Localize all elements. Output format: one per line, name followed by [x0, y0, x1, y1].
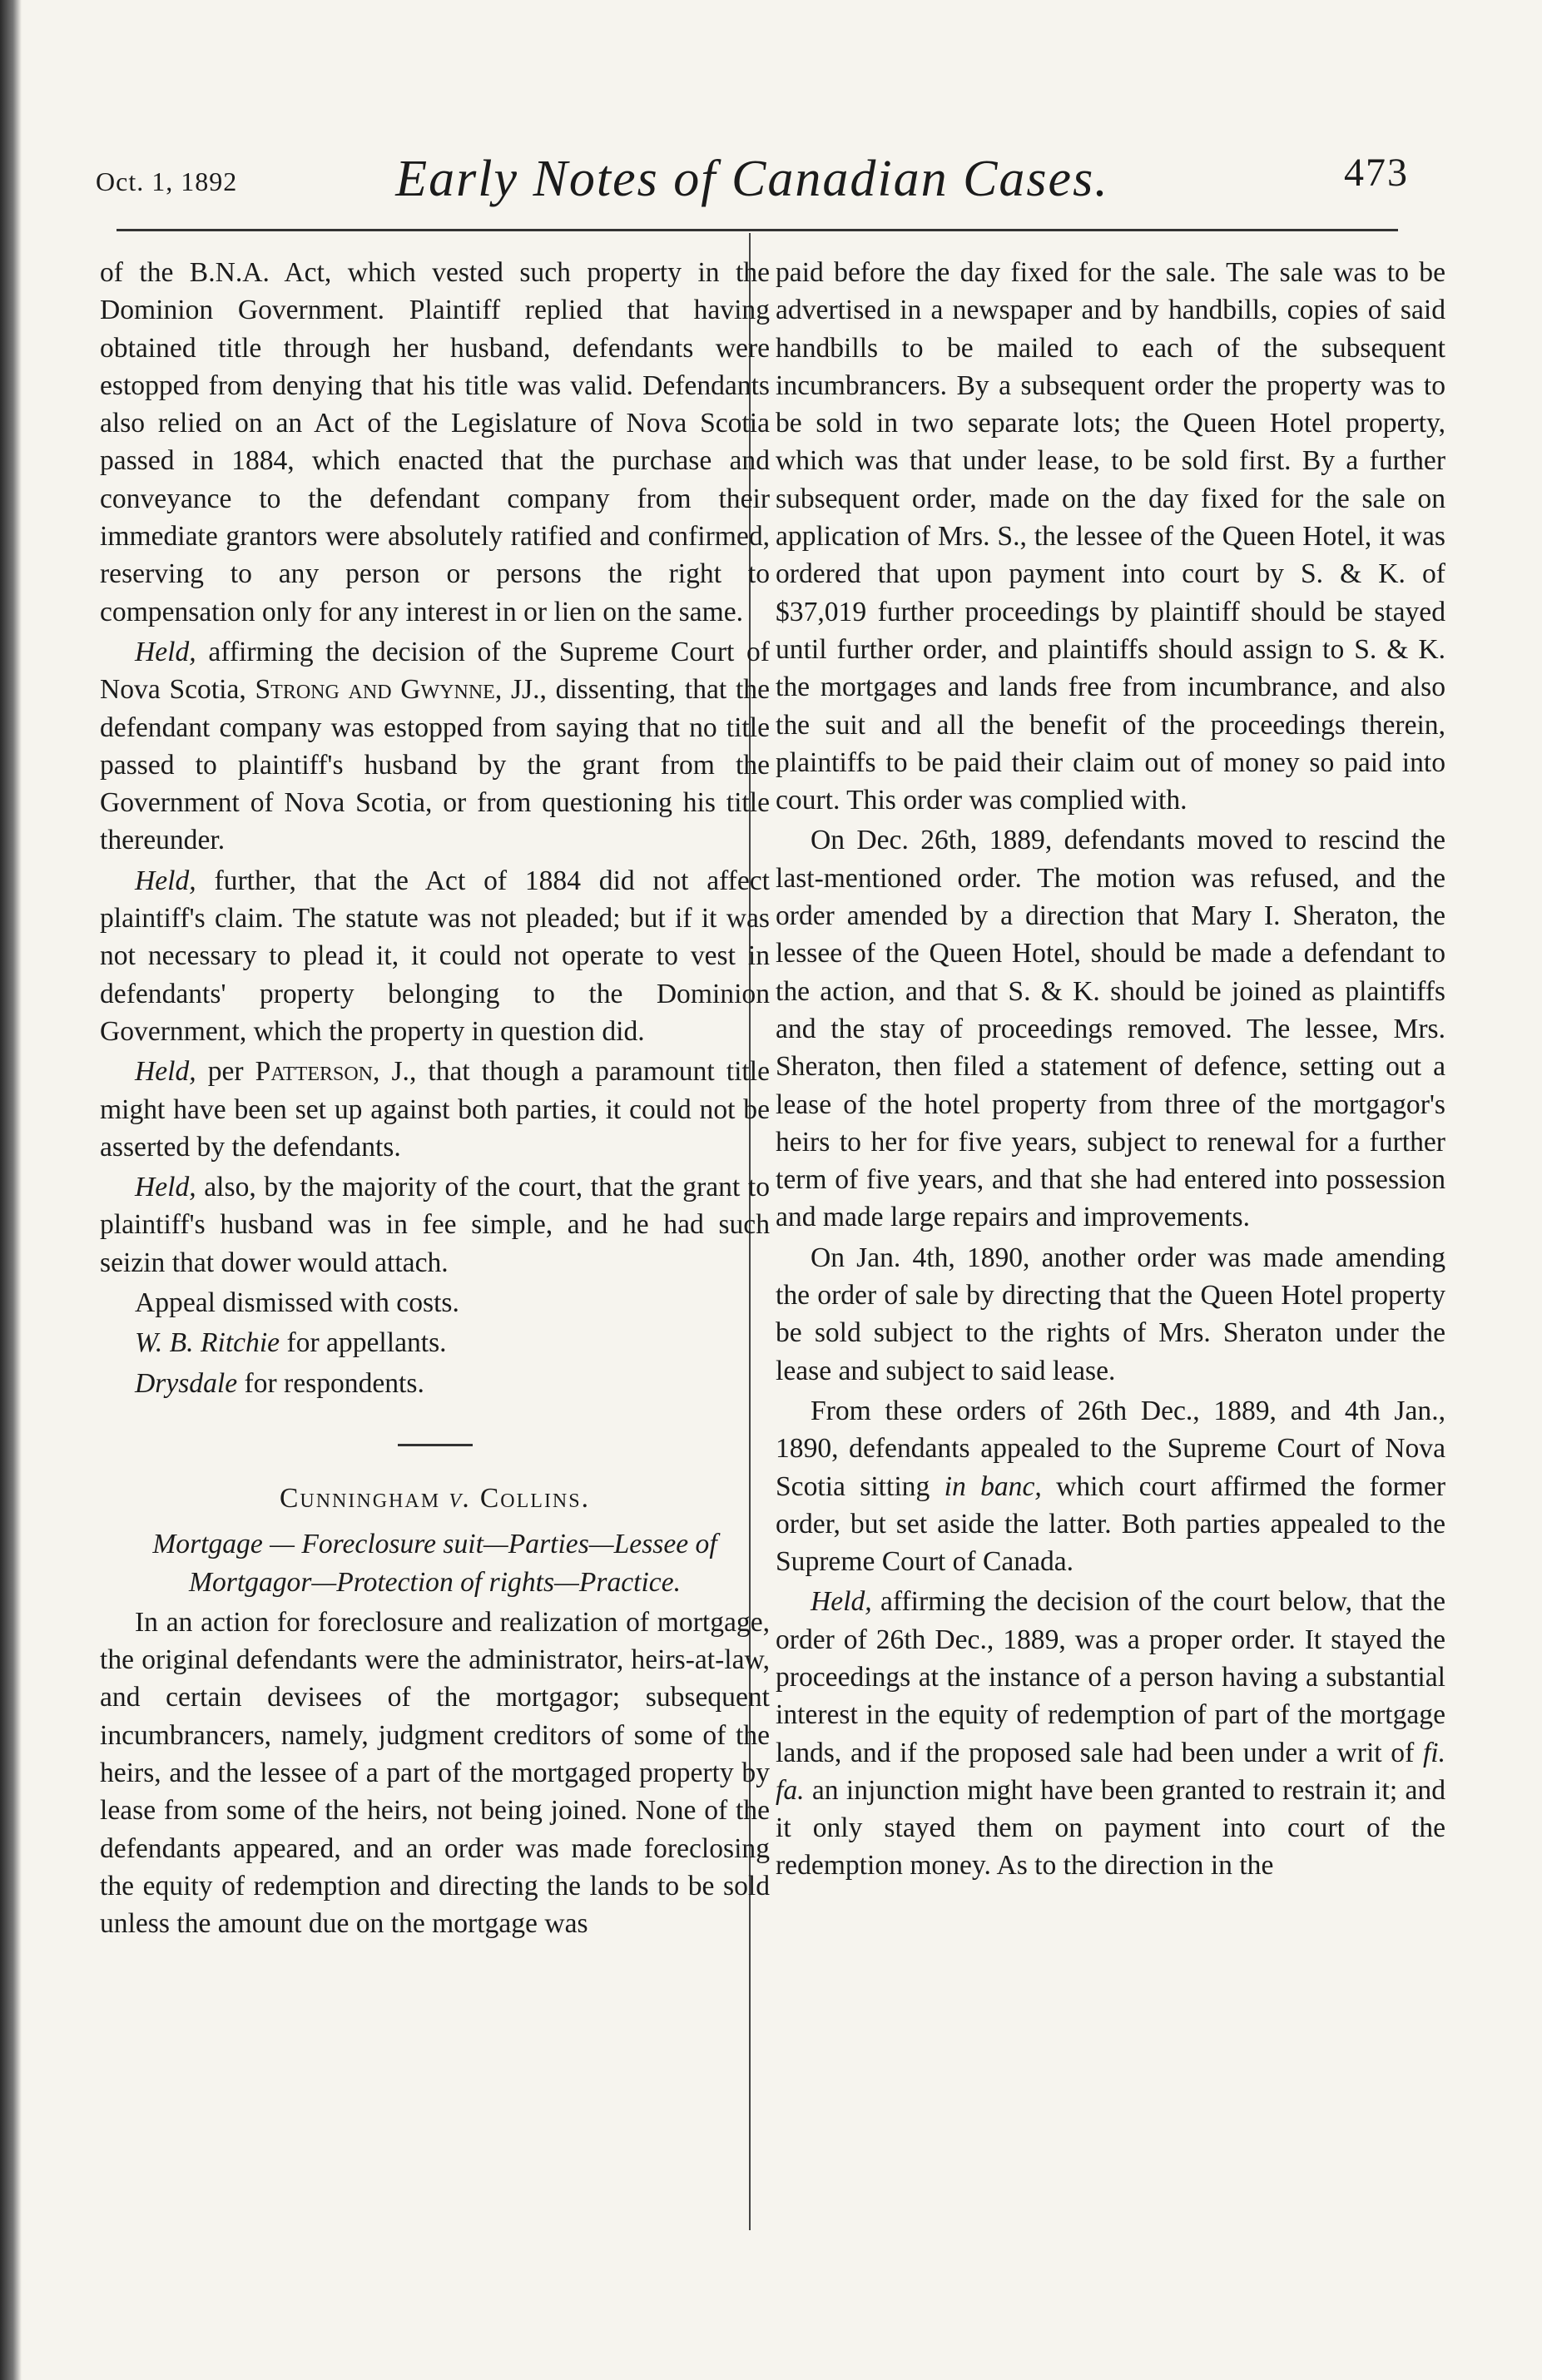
- disposition: Appeal dismissed with costs.: [135, 1287, 459, 1319]
- paragraph: On Dec. 26th, 1889, defendants moved to rescind the last-mentioned order. The motion was refused, and the order amended by a direction that Mary I. Sheraton, the lessee of the Queen Hotel, should be made a defendant to the action, and that S. & K. should be joined as plaintiffs and the stay of proceedings removed. The lessee, Mrs. Sheraton, then filed a statement of defence, setting out a lease of the hotel property from three of the mortgagor's heirs to her for five years, subject to renewal for a further term of five years, and that she had entered into possession and made large repairs and improvements.: [776, 825, 1445, 1233]
- case-separator: [398, 1444, 473, 1446]
- paragraph: From these orders of 26th Dec., 1889, and 4th Jan., 1890, defendants appealed to the Supreme Court of Nova Scotia sitting in banc, which court affirmed the former order, but set aside the latter. Both parties appealed to the Supreme Court of Canada.: [776, 1395, 1446, 1578]
- header-rule: [117, 229, 1398, 231]
- paragraph: In an action for foreclosure and realization of mortgage, the original defendants were the administrator, heirs-at-law, and certain devisees of the mortgagor; subsequent incumbrancers, namely, judgment creditors of some of the heirs, and the lessee of a part of the mortgaged property by lease from some of the heirs, not being joined. None of the defendants appeared, and an order was made foreclosing the equity of redemption and directing the lands to be sold unless the amount due on the mortgage was: [100, 1606, 770, 1940]
- held-label: Held,: [135, 1172, 196, 1203]
- paragraph: of the B.N.A. Act, which vested such property in the Dominion Government. Plaintiff replied that having obtained title through her husband, defendants were estopped from denying that his title was valid. Defendants also relied on an Act of the Legislature of Nova Scotia passed in 1884, which enacted that the purchase and conveyance to the defendant company from their immediate grantors were absolutely ratified and confirmed, reserving to any person or persons the right to compensation only for any interest in or lien on the same.: [100, 257, 770, 627]
- paragraph: Held, also, by the majority of the court, that the grant to plaintiff's husband was in fee simple, and he had such seizin that dower would attach.: [100, 1172, 770, 1278]
- running-header: [96, 141, 1409, 216]
- paragraph: paid before the day fixed for the sale. The sale was to be advertised in a newspaper and by handbills, copies of said handbills to be mailed to each of the subsequent incumbrancers. By a subsequent order the property was to be sold in two separate lots; the Queen Hotel property, which was that under lease, to be sold first. By a further subsequent order, made on the day fixed for the sale on application of Mrs. S., the lessee of the Queen Hotel, it was ordered that upon payment into court by S. & K. of $37,019 further proceedings by plaintiff should be stayed until further order, and plaintiffs should assign to S. & K. the mortgages and lands free from incumbrance, and also the suit and all the benefit of the proceedings therein, plaintiffs to be paid their claim out of money so paid into court. This order was complied with.: [776, 257, 1445, 816]
- judges-names: Strong and Gwynne,: [255, 674, 503, 706]
- case-title: Cunningham v. Collins.: [279, 1482, 591, 1514]
- counsel-appellants: W. B. Ritchie for appellants.: [135, 1327, 447, 1359]
- left-column: [100, 254, 770, 1942]
- case-headnote: Mortgage — Foreclosure suit—Parties—Lessee of Mortgagor—Protection of rights—Practice.: [152, 1529, 717, 1598]
- paragraph: Held, per Patterson, J., that though a paramount title might have been set up against both parties, it could not be asserted by the defendants.: [100, 1056, 770, 1163]
- held-label: Held,: [811, 1586, 872, 1618]
- paragraph: On Jan. 4th, 1890, another order was made amending the order of sale by directing that the Queen Hotel property be sold subject to the rights of Mrs. Sheraton under the lease and subject to said lease.: [776, 1242, 1445, 1386]
- counsel-respondents: Drysdale for respondents.: [135, 1367, 424, 1399]
- header-title: Early Notes of Canadian Cases.: [395, 151, 1109, 207]
- held-label: Held,: [135, 636, 196, 667]
- binding-edge: [0, 0, 22, 2380]
- page-number: 473: [1344, 151, 1409, 195]
- header-date: Oct. 1, 1892: [96, 166, 238, 196]
- held-label: Held,: [135, 865, 196, 896]
- paragraph: Held, further, that the Act of 1884 did not affect plaintiff's claim. The statute was not pleaded; but if it was not necessary to plead it, it could not operate to vest in defendants' property belonging to the Dominion Government, which the property in question did.: [100, 865, 770, 1047]
- held-label: Held,: [135, 1056, 196, 1088]
- judge-name: Patterson,: [255, 1056, 380, 1088]
- paragraph: Held, affirming the decision of the Supreme Court of Nova Scotia, Strong and Gwynne, JJ., dissenting, that the defendant company was estopped from saying that no title passed to plaintiff's husband by the grant from the Government of Nova Scotia, or from questioning his title thereunder.: [100, 636, 770, 856]
- paragraph: Held, affirming the decision of the court below, that the order of 26th Dec., 1889, was a proper order. It stayed the proceedings at the instance of a person having a substantial interest in the equity of redemption of part of the mortgage lands, and if the proposed sale had been under a writ of fi. fa. an injunction might have been granted to restrain it; and it only stayed them on payment into court of the redemption money. As to the direction in the: [776, 1586, 1445, 1882]
- right-column: [776, 254, 1445, 1885]
